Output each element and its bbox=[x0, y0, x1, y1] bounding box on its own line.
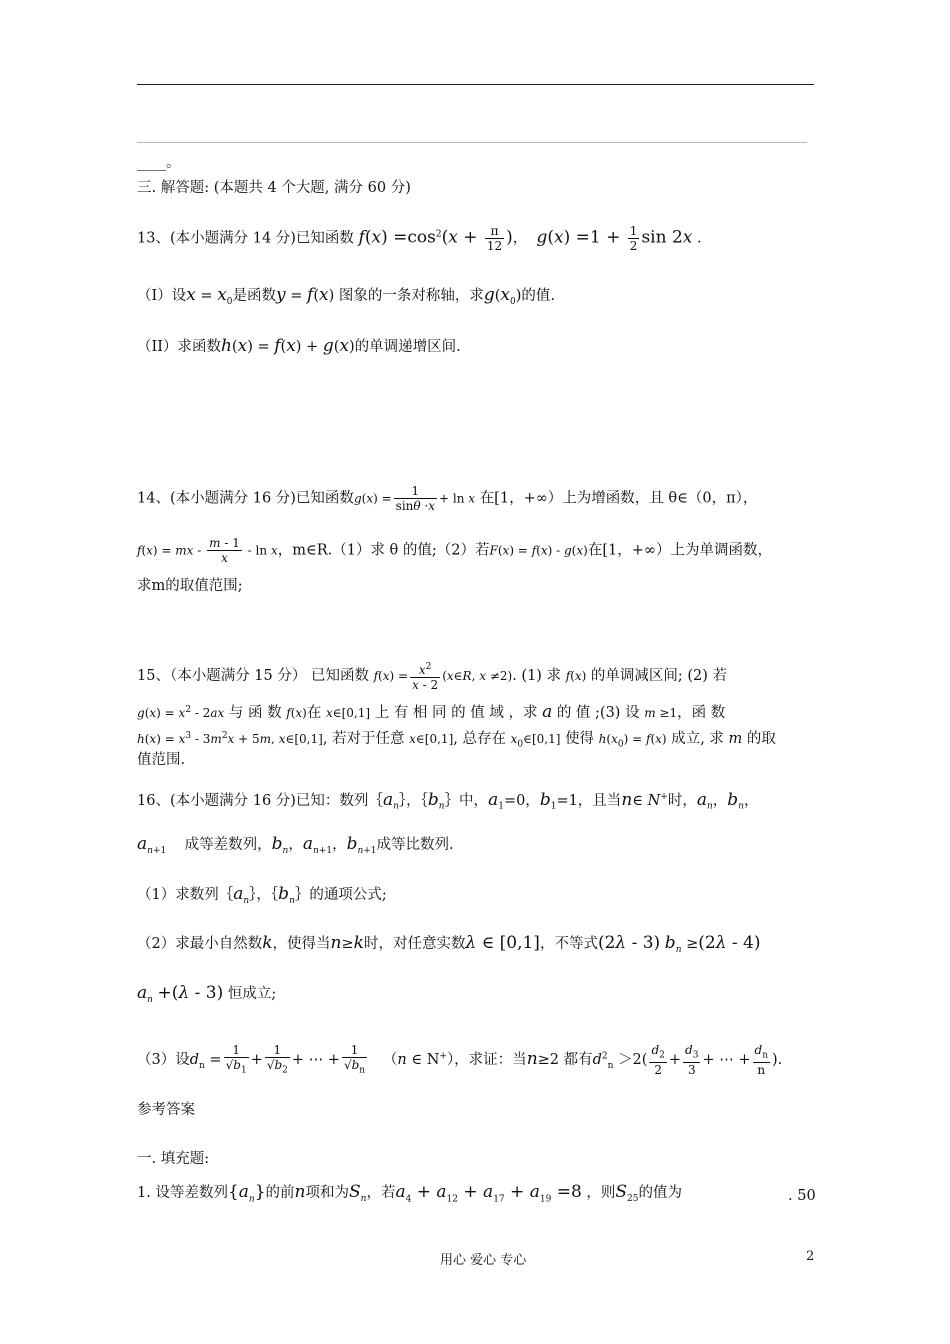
q16-line1: 16、(本小题满分 16 分)已知：数列$\{a_n\}$，$\{b_n\}$中，$a_1=0$，$b_1=1$，且当n∈ N+时，$a_n$，$b_n$， bbox=[137, 789, 759, 812]
q15-line4: 值范围. bbox=[137, 752, 186, 768]
q14-line3: 求m的取值范围; bbox=[137, 578, 243, 594]
q14-line2: f(x) = mx - $\frac{m - 1}{x}$ - ln x，m∈R.（1）求 θ 的值;（2）若F(x) = f(x) - g(x)在[1，+∞）上为单调函数， bbox=[137, 536, 772, 565]
header-rule bbox=[137, 84, 814, 85]
q13-part1: （I）设$x = x_0$是函数y = f(x) 图象的一条对称轴，求$g(x_0)$的值. bbox=[137, 285, 556, 307]
section-3-title: 三. 解答题: (本题共 4 个大题, 满分 60 分) bbox=[137, 180, 411, 196]
q16-part2: （2）求最小自然数k，使得当n≥k时，对任意实数λ ∈ [0,1]，不等式(2λ - 3) $b_n \ge(2\lambda - 4)$ bbox=[137, 933, 761, 955]
blank-tail: ____。 bbox=[137, 155, 181, 171]
q16-part2-cont: $a_n +(\lambda - 3)$ 恒成立; bbox=[137, 983, 277, 1005]
q15-line3: $h(x) = x^3 - 3m^2x + 5m$, x∈[0,1], 若对于任意 x∈[0,1], 总存在 $x_0\in[0,1]$ 使得 $h(x_0) = f(x)$ 成立, 求 m 的取 bbox=[137, 731, 776, 750]
q16-part3: （3）设$d_n$ = $\frac{1}{√b_1}$ + $\frac{1}{√b_2}$ + ⋯ + $\frac{1}{√b_n}$ （n ∈ N+），求证：当n≥2 都有$d^2_n >2$( $\frac{d_2}{2}$ + $\frac{d_3}{3}$ + ⋯ + $\frac{d_n}{n}$ ). bbox=[137, 1043, 783, 1078]
q14-line1: 14、(本小题满分 16 分)已知函数g(x) = $\frac{1}{\sin\theta \cdot x}$ + ln x 在[1，+∞）上为增函数，且 θ∈（0，π）， bbox=[137, 484, 758, 513]
answers-title: 参考答案 bbox=[137, 1102, 195, 1118]
footer-motto: 用心 爱心 专心 bbox=[440, 1253, 527, 1268]
blank-underline bbox=[137, 142, 807, 143]
q15-line1: 15、（本小题满分 15 分） 已知函数 f(x) = $\frac{x^2}{x - 2}$ (x∈R, x ≠2). (1) 求 f(x) 的单调减区间; (2) 若 bbox=[137, 662, 728, 692]
answer-q1: 1. 设等差数列$\{a_n\}$的前n项和为$S_n$，若$a_4 + a_{12} + a_{17} + a_{19} =8$ ，则$S_{25}$的值为 bbox=[137, 1182, 682, 1205]
q16-line2: $a_{n+1}$ 成等差数列，$b_n$，$a_{n+1}$，$b_{n+1}$成等比数列. bbox=[137, 834, 454, 856]
page-number: 2 bbox=[806, 1249, 815, 1264]
answers-section-1: 一. 填充题: bbox=[137, 1151, 210, 1167]
q15-line2: $g(x) = x^2 - 2ax$ 与 函 数 f(x)在 x∈[0,1] 上 有 相 同 的 值 域 ，求 a 的 值 ;(3) 设 m ≥1，函 数 bbox=[137, 702, 726, 722]
q13-statement: 13、(本小题满分 14 分)已知函数 $f(x) =\cos^2(x$ + $\frac{\pi}{12}$ )， g(x) =1 + $\frac{1}{2}$ sin 2x . bbox=[137, 224, 702, 253]
answer-q1-value: . 50 bbox=[788, 1188, 816, 1204]
q13-part2: （II）求函数h(x) = f(x) + g(x)的单调递增区间. bbox=[137, 336, 461, 356]
q16-part1: （1）求数列$\{a_n\}$，$\{b_n\}$的通项公式; bbox=[137, 884, 387, 906]
